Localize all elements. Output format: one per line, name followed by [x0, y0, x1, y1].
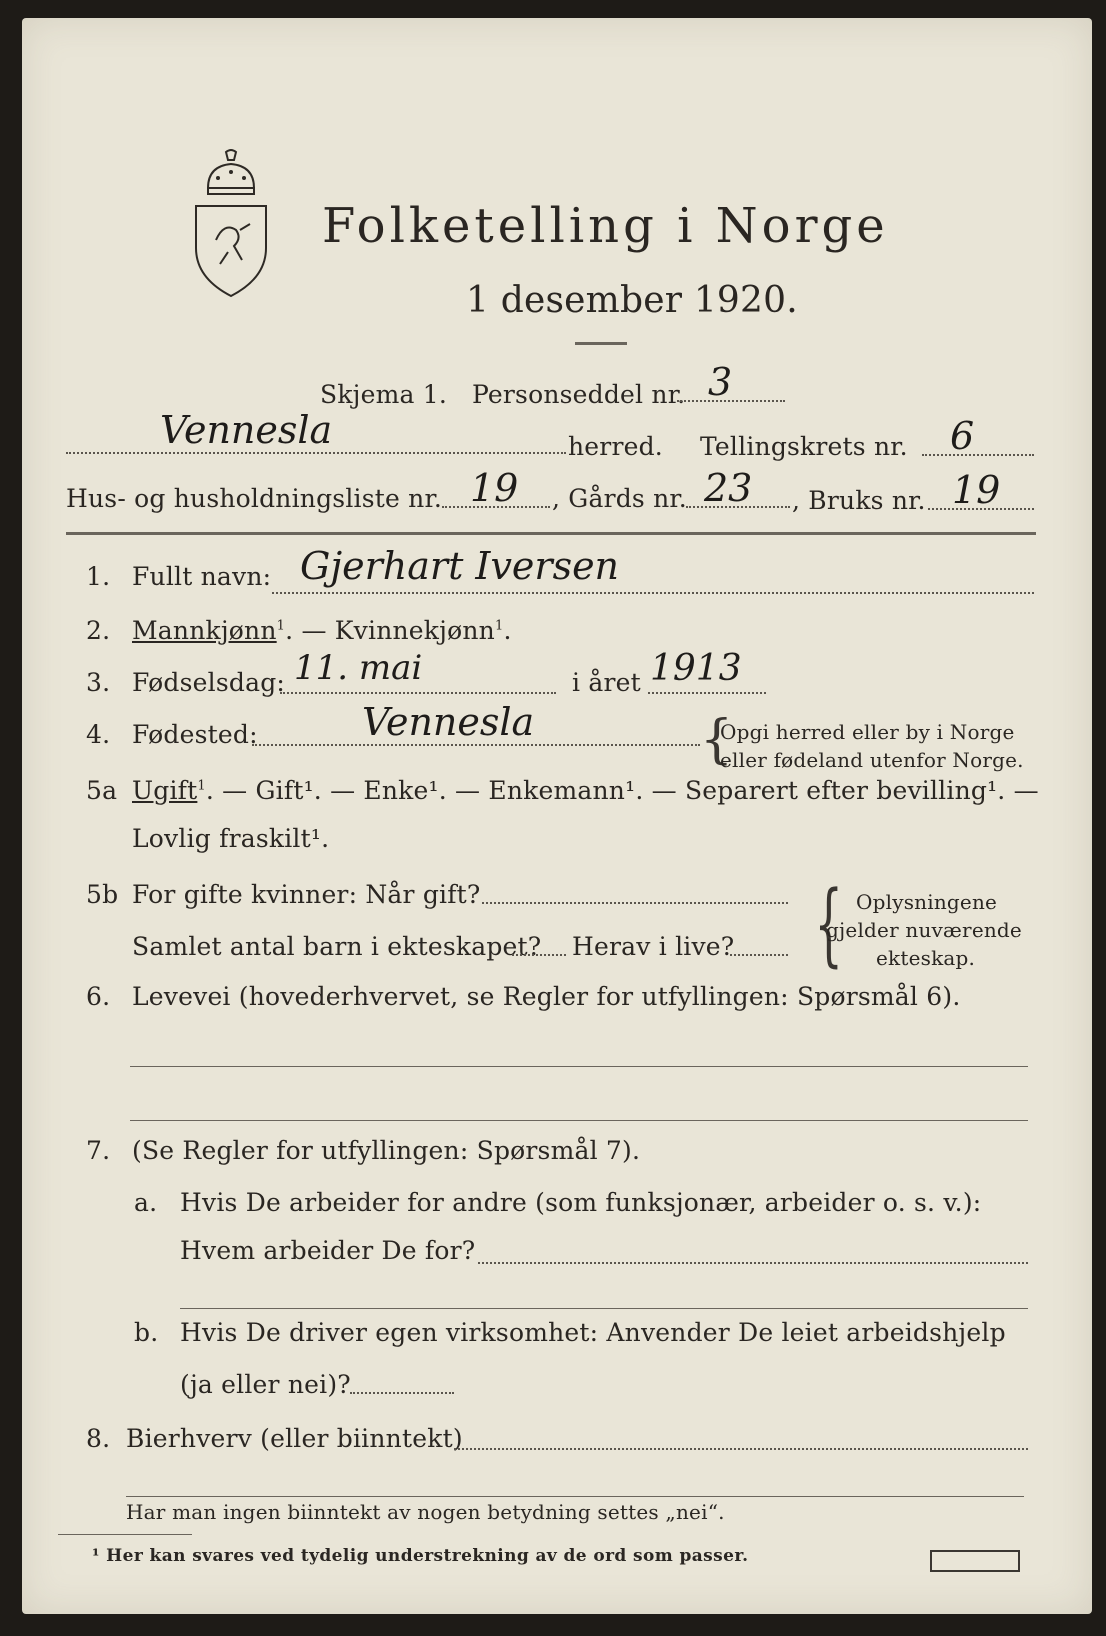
q3-label: Fødselsdag: [132, 668, 286, 697]
q8-note: Har man ingen biinntekt av nogen betydning settes „nei“. [126, 1500, 725, 1524]
q7-number: 7. [86, 1136, 111, 1165]
q5b-line1: For gifte kvinner: Når gift? [132, 880, 481, 909]
q6-line-2 [130, 1120, 1028, 1121]
q4-value[interactable]: Vennesla [362, 700, 535, 744]
q8-label: Bierhverv (eller biinntekt) [126, 1424, 463, 1453]
herred-line [66, 452, 566, 454]
footnote: ¹ Her kan svares ved tydelig understrekning av de ord som passer. [92, 1546, 749, 1566]
q5b-children-line [512, 954, 566, 956]
q5a-number: 5a [86, 776, 118, 805]
bruks-label: , Bruks nr. [792, 486, 926, 515]
q1-number: 1. [86, 562, 111, 591]
q7a-extra-line [180, 1308, 1028, 1309]
q3-line [280, 692, 556, 694]
q5a-rest: . — Gift¹. — Enke¹. — Enkemann¹. — Separert efter bevilling¹. — [205, 776, 1039, 805]
q6-number: 6. [86, 982, 111, 1011]
gards-value[interactable]: 23 [704, 466, 753, 510]
printer-stamp [930, 1550, 1020, 1572]
q2-female-sup: 1 [494, 618, 504, 634]
q5b-note-1: Oplysningene [856, 890, 998, 914]
q5b-number: 5b [86, 880, 119, 909]
page-title: Folketelling i Norge [322, 198, 889, 254]
q6-label: Levevei (hovederhvervet, se Regler for utfyllingen: Spørsmål 6). [132, 982, 961, 1011]
bruks-value[interactable]: 19 [952, 468, 1001, 512]
q7b-line2: (ja eller nei)? [180, 1370, 351, 1399]
q4-label: Fødested: [132, 720, 258, 749]
q5a-ugift-option[interactable]: Ugift [132, 776, 198, 805]
q5b-alive-line [730, 954, 788, 956]
q2-number: 2. [86, 616, 111, 645]
q2-text: Mannkjønn$^1$. — Kvinnekjønn$^1$. [132, 616, 512, 645]
q5a-text [132, 776, 1039, 805]
q7a-line [478, 1262, 1028, 1264]
hus-label: Hus- og husholdningsliste nr. [66, 484, 443, 513]
q8-number: 8. [86, 1424, 111, 1453]
census-date: 1 desember 1920. [466, 280, 798, 321]
q7a-line2: Hvem arbeider De for? [180, 1236, 476, 1265]
personseddel-label: Personseddel nr. [472, 380, 686, 409]
skjema-label: Skjema 1. [320, 380, 448, 409]
hus-value[interactable]: 19 [470, 466, 519, 510]
q4-number: 4. [86, 720, 111, 749]
q6-line-1 [130, 1066, 1028, 1067]
q1-line [272, 592, 1034, 594]
footnote-divider [58, 1534, 192, 1535]
gards-label: , Gårds nr. [552, 484, 687, 513]
q4-note-1: Opgi herred eller by i Norge [720, 720, 1015, 744]
q8-line [454, 1448, 1028, 1450]
q3-number: 3. [86, 668, 111, 697]
q1-value[interactable]: Gjerhart Iversen [300, 544, 620, 588]
q3-year-label: i året [572, 668, 641, 697]
q7b-letter: b. [134, 1318, 159, 1347]
q5b-line2a: Samlet antal barn i ekteskapet? [132, 932, 542, 961]
tellingskrets-label: Tellingskrets nr. [700, 432, 908, 461]
q7-label: (Se Regler for utfyllingen: Spørsmål 7). [132, 1136, 641, 1165]
q5b-note-3: ekteskap. [876, 946, 976, 970]
q5b-line2b: Herav i live? [572, 932, 735, 961]
q2-male-sup: 1 [276, 618, 286, 634]
q4-brace: { [700, 710, 734, 770]
personseddel-value[interactable]: 3 [708, 360, 733, 404]
q2-male-option[interactable]: Mannkjønn [132, 616, 277, 645]
q4-line [252, 744, 700, 746]
header-divider [66, 532, 1036, 535]
q1-label: Fullt navn: [132, 562, 272, 591]
q7a-letter: a. [134, 1188, 158, 1217]
q3-year-value[interactable]: 1913 [650, 648, 742, 689]
q8-extra-line [126, 1496, 1024, 1497]
q7b-line1: Hvis De driver egen virksomhet: Anvender De leiet arbeidshjelp [180, 1318, 1006, 1347]
q5b-when-line [482, 902, 788, 904]
herred-label: herred. [568, 432, 663, 461]
q5b-note-2: gjelder nuværende [826, 918, 1022, 942]
q3-year-line [648, 692, 766, 694]
coat-of-arms-icon [186, 148, 276, 300]
q2-female-option[interactable]: Kvinnekjønn [334, 616, 495, 645]
tellingskrets-value[interactable]: 6 [950, 414, 975, 458]
herred-value[interactable]: Vennesla [160, 408, 333, 452]
q3-value[interactable]: 11. mai [294, 648, 423, 688]
title-divider [575, 342, 627, 345]
q5a-line2: Lovlig fraskilt¹. [132, 824, 330, 853]
q7a-line1: Hvis De arbeider for andre (som funksjonær, arbeider o. s. v.): [180, 1188, 982, 1217]
q5b-brace: { [814, 872, 843, 977]
tellingskrets-line [922, 454, 1034, 456]
q7b-line [350, 1392, 454, 1394]
q5a-ugift-sup: 1 [197, 778, 206, 794]
q2-separator: . — [285, 616, 335, 645]
q4-note-2: eller fødeland utenfor Norge. [720, 748, 1024, 772]
